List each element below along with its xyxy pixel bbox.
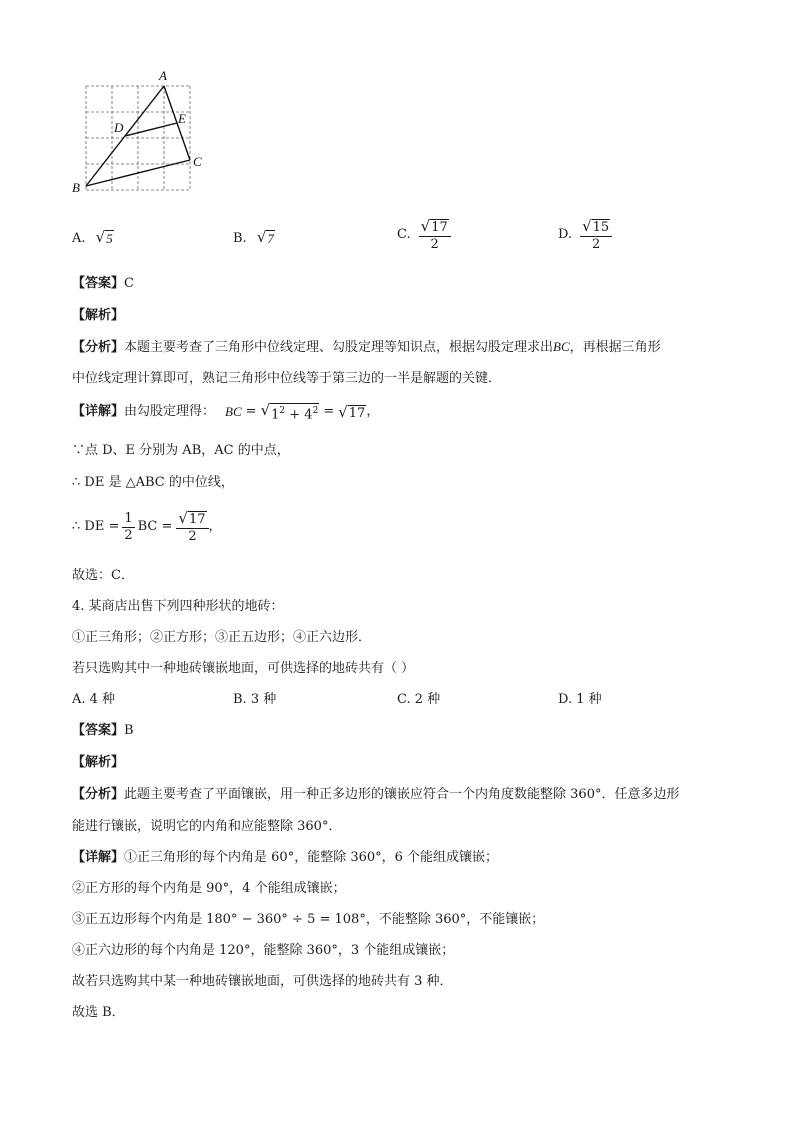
q4-stem2: ①正三角形；②正方形；③正五边形；④正六边形． <box>72 630 372 645</box>
q4-analysis-line1: 【分析】此题主要考查了平面镶嵌，用一种正多边形的镶嵌应符合一个内角度数能整除 360°．任意多边形 <box>72 787 680 802</box>
q3-detail: 【详解】 由勾股定理得： BC = √ $1^2 + 4^2$ = √ 17 ， <box>72 401 380 423</box>
q3-midline-line: ∴ DE 是 △ABC 的中位线， <box>72 475 234 490</box>
label-e: E <box>178 111 186 126</box>
q4-detail4: ④正六边形的每个内角是 120°，能整除 360°，3 个能组成镶嵌； <box>72 943 455 958</box>
option-c: C. √ 17 2 <box>397 218 451 252</box>
q3-final-eq: ∴ DE = $\frac{1}{2}$ BC = √ 17 2 ， <box>72 509 222 544</box>
label-b: B <box>72 180 80 195</box>
q4-detail2: ②正方形的每个内角是 90°，4 个能组成镶嵌； <box>72 881 346 896</box>
option-a: A. √ 5 <box>72 228 113 246</box>
q4-choose: 故选 B． <box>72 1005 125 1020</box>
q4-detail5: 故若只选购其中某一种地砖镶嵌地面，可供选择的地砖共有 3 种． <box>72 974 453 989</box>
q4-option-c: C. 2 种 <box>397 692 441 707</box>
q3-jiexi: 【解析】 <box>72 308 125 323</box>
q4-analysis-line2: 能进行镶嵌，说明它的内角和应能整除 360°． <box>72 819 342 834</box>
q4-detail3: ③正五边形每个内角是 180° − 360° ÷ 5 = 108°，不能整除 360°，不能镶嵌； <box>72 912 545 927</box>
q4-jiexi: 【解析】 <box>72 755 125 770</box>
q4-answer: 【答案】B <box>72 723 134 738</box>
q4-stem3: 若只选购其中一种地砖镶嵌地面，可供选择的地砖共有（ ） <box>72 661 415 676</box>
q3-analysis-line1: 【分析】本题主要考查了三角形中位线定理、勾股定理等知识点，根据勾股定理求出BC，再根据三角形 <box>72 339 661 355</box>
q4-option-a: A. 4 种 <box>72 692 116 707</box>
q3-midpoint-line: ∵点 D、E 分别为 AB，AC 的中点， <box>72 443 290 458</box>
option-b: B. √ 7 <box>233 228 274 246</box>
q4-option-b: B. 3 种 <box>233 692 277 707</box>
q3-answer: 【答案】C <box>72 276 134 291</box>
label-c: C <box>193 154 202 169</box>
triangle-grid-figure <box>62 66 212 196</box>
label-d: D <box>114 120 124 135</box>
q3-analysis-line2: 中位线定理计算即可，熟记三角形中位线等于第三边的一半是解题的关键． <box>72 371 502 386</box>
q4-detail1: 【详解】①正三角形的每个内角是 60°，能整除 360°，6 个能组成镶嵌； <box>72 850 499 865</box>
option-d: D. √ 15 2 <box>558 218 612 252</box>
q4-option-d: D. 1 种 <box>558 692 602 707</box>
label-a: A <box>159 68 167 83</box>
grid <box>86 86 190 190</box>
q3-choose: 故选：C． <box>72 568 134 583</box>
q4-stem1: 4. 某商店出售下列四种形状的地砖： <box>72 599 284 614</box>
